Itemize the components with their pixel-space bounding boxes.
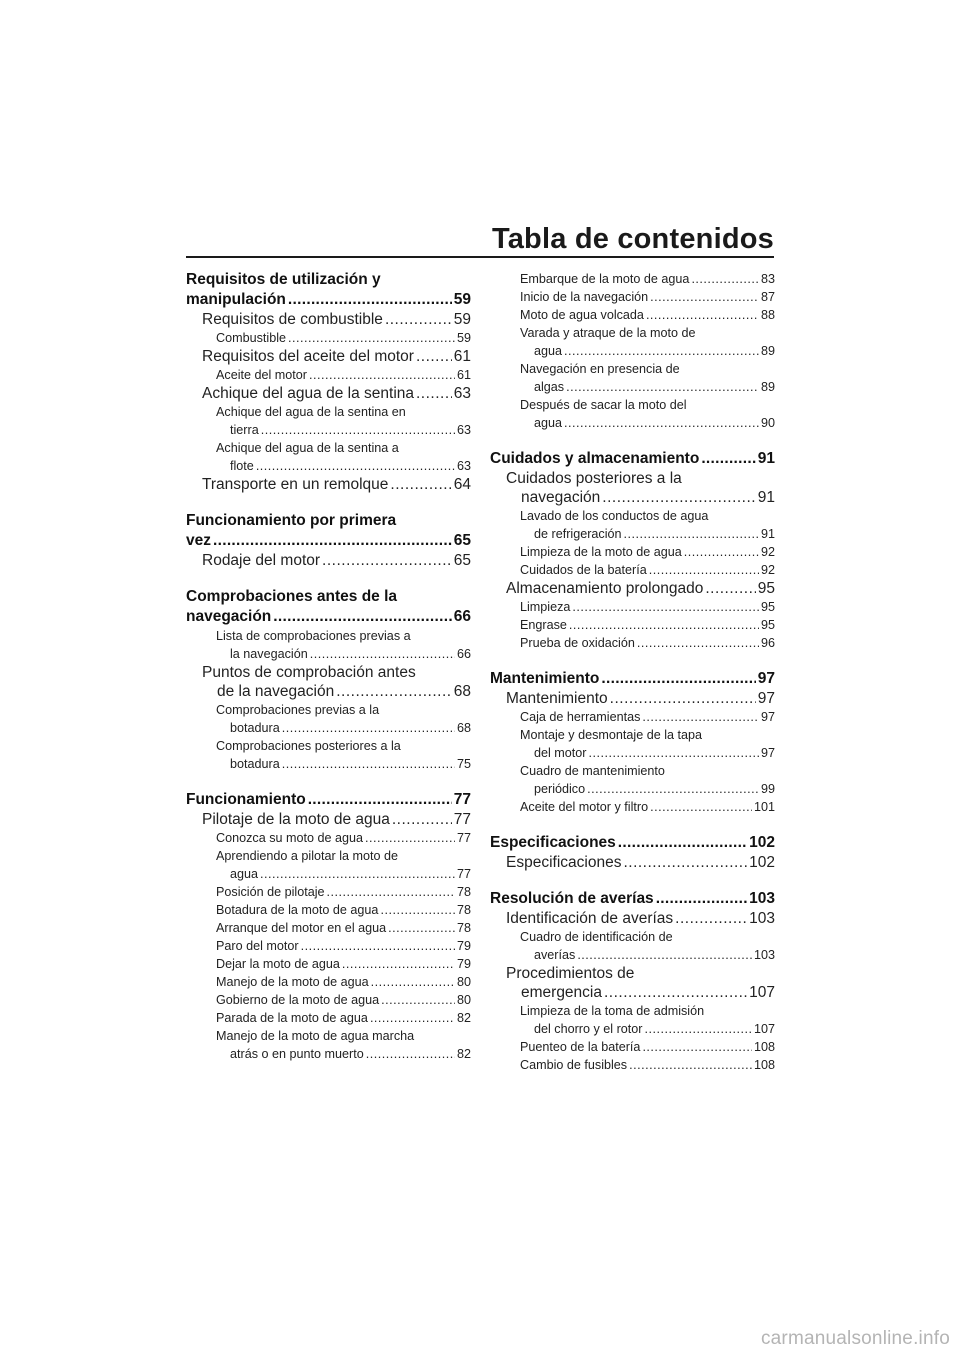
toc-subsection-continuation[interactable]: de la navegación ..... 68 [186,682,471,701]
page-number: 68 [456,721,471,735]
page-number: 91 [760,527,775,541]
page-number: 83 [760,272,775,286]
toc-item-continuation[interactable]: de refrigeración ..... 91 [490,525,775,543]
toc-section-heading[interactable]: Comprobaciones antes de la [186,588,398,605]
page-number: 63 [456,423,471,437]
page-number: 80 [456,975,471,989]
toc-item[interactable]: Puenteo de la batería ..... 108 [490,1038,775,1056]
toc-section-heading[interactable]: Cuidados y almacenamiento ..... 91 [490,449,775,469]
toc-item[interactable]: Dejar la moto de agua ..... 79 [186,955,471,973]
toc-subsection[interactable]: Almacenamiento prolongado ..... 95 [490,579,775,598]
toc-item-continuation[interactable]: flote ..... 63 [186,457,471,475]
toc-item[interactable]: Cambio de fusibles ..... 108 [490,1056,775,1074]
page-number: 61 [453,348,471,365]
toc-section-heading[interactable]: Requisitos de utilización y [186,271,381,288]
page-number: 95 [757,580,775,597]
page-number: 82 [456,1011,471,1025]
toc-subsection[interactable]: Mantenimiento ..... 97 [490,689,775,708]
page-number: 95 [760,600,775,614]
toc-item[interactable]: Cuidados de la batería ..... 92 [490,561,775,579]
toc-item-continuation[interactable]: atrás o en punto muerto ..... 82 [186,1045,471,1063]
toc-item[interactable]: Combustible ..... 59 [186,329,471,347]
toc-item[interactable]: Varada y atraque de la moto de [520,326,696,340]
toc-item[interactable]: Limpieza ..... 95 [490,598,775,616]
toc-item[interactable]: Prueba de oxidación ..... 96 [490,634,775,652]
toc-item[interactable]: Caja de herramientas ..... 97 [490,708,775,726]
toc-item-continuation[interactable]: botadura ..... 68 [186,719,471,737]
page-number: 92 [760,545,775,559]
toc-right-column [490,270,775,1074]
toc-subsection-continuation[interactable]: emergencia ..... 107 [490,983,775,1002]
page-number: 65 [453,532,471,549]
page-number: 77 [456,831,471,845]
page-number: 63 [456,459,471,473]
toc-subsection[interactable]: Pilotaje de la moto de agua ..... 77 [186,810,471,829]
toc-item-continuation[interactable]: averías ..... 103 [490,946,775,964]
page-number: 96 [760,636,775,650]
page-number: 108 [753,1040,775,1054]
page-number: 77 [456,867,471,881]
toc-item[interactable]: Moto de agua volcada ..... 88 [490,306,775,324]
toc-section-heading[interactable]: Funcionamiento por primera [186,512,397,529]
toc-left-column [186,270,471,1063]
page-number: 89 [760,344,775,358]
toc-item[interactable]: Embarque de la moto de agua ..... 83 [490,270,775,288]
page-number: 89 [760,380,775,394]
page-number: 87 [760,290,775,304]
page-number: 79 [456,957,471,971]
toc-item[interactable]: Parada de la moto de agua ..... 82 [186,1009,471,1027]
page-number: 102 [749,854,775,871]
title-divider [186,256,774,258]
page-number: 77 [453,791,471,808]
toc-section-heading[interactable]: manipulación ..... 59 [186,290,471,310]
toc-item[interactable]: Botadura de la moto de agua ..... 78 [186,901,471,919]
page-number: 90 [760,416,775,430]
toc-subsection[interactable]: Cuidados posteriores a la [506,470,682,487]
toc-item-continuation[interactable]: agua ..... 90 [490,414,775,432]
page-number: 95 [760,618,775,632]
page-number: 99 [760,782,775,796]
page-number: 68 [453,683,471,700]
toc-item[interactable]: Limpieza de la moto de agua ..... 92 [490,543,775,561]
page-number: 78 [456,903,471,917]
page-number: 79 [456,939,471,953]
page-number: 78 [456,921,471,935]
toc-subsection[interactable]: Puntos de comprobación antes [202,664,416,681]
page-number: 59 [453,311,471,328]
toc-item[interactable]: Comprobaciones posteriores a la [216,739,401,753]
page-number: 80 [456,993,471,1007]
toc-item-continuation[interactable]: periódico ..... 99 [490,780,775,798]
page-number: 59 [456,331,471,345]
page-number: 97 [757,690,775,707]
page-number: 97 [760,746,775,760]
toc-item[interactable]: Aceite del motor y filtro ..... 101 [490,798,775,816]
toc-item-continuation[interactable]: tierra ..... 63 [186,421,471,439]
toc-subsection[interactable]: Rodaje del motor ..... 65 [186,551,471,570]
toc-section-heading[interactable]: vez ..... 65 [186,531,471,551]
toc-item-continuation[interactable]: botadura ..... 75 [186,755,471,773]
toc-item-continuation[interactable]: agua ..... 77 [186,865,471,883]
toc-item-continuation[interactable]: agua ..... 89 [490,342,775,360]
toc-item[interactable]: Limpieza de la toma de admisión [520,1004,705,1018]
page-number: 97 [757,670,775,687]
toc-item-continuation[interactable]: algas ..... 89 [490,378,775,396]
page-number: 77 [453,811,471,828]
page-number: 101 [753,800,775,814]
watermark: carmanualsonline.info [760,1328,950,1349]
toc-item[interactable]: Paro del motor ..... 79 [186,937,471,955]
page-number: 88 [760,308,775,322]
toc-item[interactable]: Inicio de la navegación ..... 87 [490,288,775,306]
page-title: Tabla de contenidos [491,223,774,255]
toc-item[interactable]: Lavado de los conductos de agua [520,509,709,523]
page-number: 75 [456,757,471,771]
page-number: 107 [749,984,775,1001]
toc-item[interactable]: Lista de comprobaciones previas a [216,629,411,643]
page-number: 103 [749,910,775,927]
toc-item[interactable]: Aceite del motor ..... 61 [186,366,471,384]
toc-item[interactable]: Cuadro de mantenimiento [520,764,665,778]
page-number: 82 [456,1047,471,1061]
toc-item-continuation[interactable]: la navegación ..... 66 [186,645,471,663]
page-number: 108 [753,1058,775,1072]
toc-item[interactable]: Aprendiendo a pilotar la moto de [216,849,399,863]
toc-item[interactable]: Manejo de la moto de agua marcha [216,1029,415,1043]
toc-item[interactable]: Manejo de la moto de agua ..... 80 [186,973,471,991]
toc-item[interactable]: Navegación en presencia de [520,362,680,376]
page-number: 64 [453,476,471,493]
toc-item[interactable]: Engrase ..... 95 [490,616,775,634]
toc-item[interactable]: Después de sacar la moto del [520,398,687,412]
page-number: 103 [749,890,775,907]
toc-item-continuation[interactable]: del chorro y el rotor ..... 107 [490,1020,775,1038]
toc-section-heading[interactable]: Mantenimiento ..... 97 [490,669,775,689]
page-number: 65 [453,552,471,569]
page-number: 92 [760,563,775,577]
toc-subsection[interactable]: Requisitos del aceite del motor ..... 61 [186,347,471,366]
toc-item[interactable]: Achique del agua de la sentina a [216,441,399,455]
toc-subsection[interactable]: Requisitos de combustible ..... 59 [186,310,471,329]
toc-subsection-continuation[interactable]: navegación ..... 91 [490,488,775,507]
toc-section-heading[interactable]: navegación ..... 66 [186,607,471,627]
page-number: 91 [757,489,775,506]
toc-subsection[interactable]: Transporte en un remolque ..... 64 [186,475,471,494]
page-number: 107 [753,1022,775,1036]
toc-item[interactable]: Achique del agua de la sentina en [216,405,406,419]
toc-section-heading[interactable]: Resolución de averías ..... 103 [490,889,775,909]
toc-item[interactable]: Gobierno de la moto de agua ..... 80 [186,991,471,1009]
page-number: 102 [749,834,775,851]
page-number: 78 [456,885,471,899]
toc-section-heading[interactable]: Funcionamiento ..... 77 [186,790,471,810]
toc-section-heading[interactable]: Especificaciones ..... 102 [490,833,775,853]
page-number: 63 [453,385,471,402]
toc-item[interactable]: Cuadro de identificación de [520,930,673,944]
toc-item[interactable]: Comprobaciones previas a la [216,703,380,717]
page-number: 97 [760,710,775,724]
toc-subsection[interactable]: Especificaciones ..... 102 [490,853,775,872]
toc-item-continuation[interactable]: del motor ..... 97 [490,744,775,762]
toc-subsection[interactable]: Achique del agua de la sentina ..... 63 [186,384,471,403]
toc-item[interactable]: Montaje y desmontaje de la tapa [520,728,703,742]
toc-item[interactable]: Posición de pilotaje ..... 78 [186,883,471,901]
page-number: 103 [753,948,775,962]
page-number: 61 [456,368,471,382]
toc-item[interactable]: Arranque del motor en el agua ..... 78 [186,919,471,937]
page-number: 59 [453,291,471,308]
toc-item[interactable]: Conozca su moto de agua ..... 77 [186,829,471,847]
page-number: 91 [757,450,775,467]
page-number: 66 [456,647,471,661]
page-number: 66 [453,608,471,625]
toc-subsection[interactable]: Procedimientos de [506,965,635,982]
toc-subsection[interactable]: Identificación de averías ..... 103 [490,909,775,928]
